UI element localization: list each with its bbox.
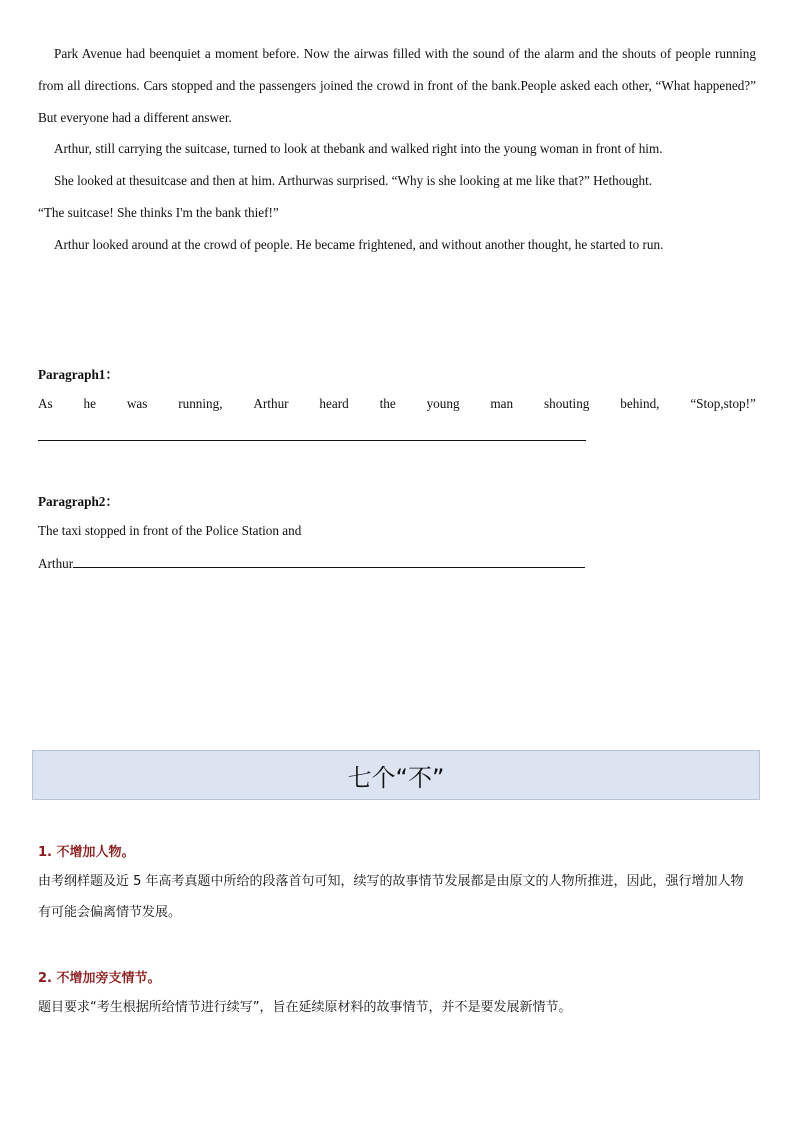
sentence-word: “Stop,stop!” <box>690 396 756 411</box>
paragraph1-start-sentence <box>38 396 756 412</box>
sentence-word: man <box>490 396 514 411</box>
rule-heading: 2. 不增加旁支情节。 <box>38 971 161 986</box>
paragraph2-label: Paragraph2： <box>38 494 119 509</box>
rule-heading: 1. 不增加人物。 <box>38 845 135 860</box>
sentence-word: was <box>126 396 148 411</box>
sentence-word: he <box>83 396 96 411</box>
story-passage <box>38 38 756 261</box>
banner-title: 七个“不” <box>347 763 445 792</box>
sentence-word: young <box>426 396 460 411</box>
section-banner <box>32 750 760 800</box>
sentence-word: heard <box>319 396 349 411</box>
sentence-word: As <box>38 396 53 411</box>
sentence-word: behind, <box>620 396 660 411</box>
paragraph2-answer-line[interactable] <box>38 555 585 572</box>
paragraph2-start-word: Arthur <box>38 556 74 571</box>
story-paragraph: She looked at thesuitcase and then at him. Arthurwas surprised. “Why is she looking at me like that?” Hethought. “The suitcase! She thinks I'm the bank thief!” <box>38 173 653 220</box>
rule-text: 题目要求“考生根据所给情节进行续写”，旨在延续原材料的故事情节，并不是要发展新情节。 <box>38 1000 572 1015</box>
story-paragraph: Arthur looked around at the crowd of people. He became frightened, and without another thought, he started to run. <box>54 236 664 252</box>
sentence-word: shouting <box>543 396 590 411</box>
paragraph1-answer-line[interactable] <box>38 428 586 445</box>
paragraph2-start-sentence: The taxi stopped in front of the Police Station and <box>38 523 302 538</box>
story-paragraph: Park Avenue had beenquiet a moment before. Now the airwas filled with the sound of the alarm and the shouts of people running from all directions. Cars stopped and the passengers joined the crowd in front of the bank.People asked each other, “What happened?” But everyone had a different answer. <box>38 46 756 125</box>
sentence-word: the <box>379 396 396 411</box>
sentence-word: Arthur <box>253 396 289 411</box>
rule-text: 由考纲样题及近 5 年高考真题中所给的段落首句可知，续写的故事情节发展都是由原文的人物所推进，因此，强行增加人物有可能会偏离情节发展。 <box>38 874 744 920</box>
sentence-word: running, <box>178 396 223 411</box>
story-paragraph: Arthur, still carrying the suitcase, turned to look at thebank and walked right into the young woman in front of him. <box>54 141 663 157</box>
paragraph1-label: Paragraph1： <box>38 367 119 382</box>
